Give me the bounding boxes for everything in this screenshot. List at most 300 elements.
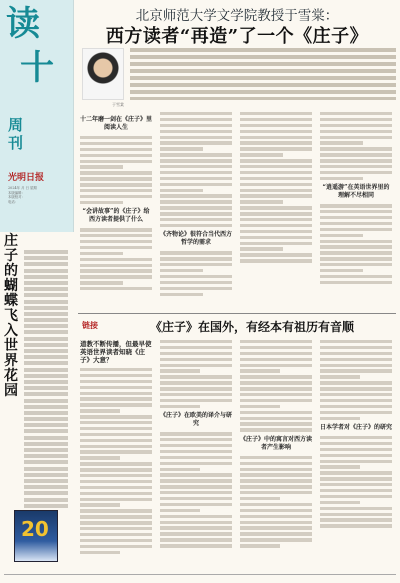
text-line	[24, 380, 68, 384]
side-article	[2, 232, 72, 532]
text-line	[24, 399, 68, 403]
text-line	[80, 165, 123, 168]
book-cover-image	[14, 510, 58, 562]
text-line	[160, 224, 232, 227]
text-line	[320, 364, 392, 367]
masthead-meta	[8, 186, 68, 204]
text-line	[240, 399, 312, 402]
text-line	[240, 130, 312, 133]
text-line	[80, 183, 152, 186]
text-line	[320, 489, 392, 492]
text-line	[80, 521, 152, 524]
text-line	[24, 312, 68, 316]
text-line	[240, 521, 312, 524]
text-line	[320, 448, 392, 451]
text-line	[24, 318, 68, 322]
text-line	[160, 287, 232, 290]
text-line	[24, 423, 68, 427]
text-line	[160, 369, 200, 372]
text-line	[160, 538, 232, 541]
text-line	[320, 240, 392, 243]
text-line	[160, 177, 232, 180]
text-line	[80, 515, 152, 518]
text-line	[80, 386, 152, 389]
text-line	[320, 136, 392, 139]
text-line	[160, 358, 232, 361]
text-line	[240, 473, 312, 476]
text-line	[320, 381, 392, 384]
text-line	[320, 369, 392, 372]
text-line	[240, 526, 312, 529]
text-line	[320, 471, 392, 474]
text-line	[160, 159, 232, 162]
text-line	[24, 324, 68, 328]
text-line	[160, 141, 232, 144]
text-line	[320, 375, 360, 378]
text-line	[160, 462, 232, 465]
section-subhead: 《庄子》在欧美的译介与研究	[160, 412, 233, 428]
text-line	[160, 399, 232, 402]
text-line	[80, 189, 152, 192]
page-footer	[4, 574, 396, 583]
text-line	[240, 224, 312, 227]
text-line	[160, 130, 232, 133]
lower-column	[80, 340, 152, 557]
text-line	[24, 281, 68, 285]
text-line	[130, 76, 396, 80]
text-line	[240, 177, 312, 180]
text-line	[24, 417, 68, 421]
text-line	[160, 269, 203, 272]
portrait-caption: 于雪棠	[112, 102, 124, 107]
text-line	[80, 456, 120, 459]
text-line	[160, 136, 232, 139]
text-line	[80, 148, 152, 151]
text-line	[320, 118, 392, 121]
text-line	[240, 141, 312, 144]
text-line	[240, 253, 312, 256]
text-line	[240, 405, 280, 408]
text-line	[320, 417, 360, 420]
text-line	[80, 177, 152, 180]
text-line	[80, 450, 152, 453]
text-line	[320, 263, 392, 266]
text-line	[80, 480, 152, 483]
text-line	[320, 387, 392, 390]
text-line	[160, 171, 232, 174]
text-line	[24, 275, 68, 279]
text-line	[80, 474, 152, 477]
text-line	[240, 136, 312, 139]
text-line	[240, 381, 312, 384]
text-line	[240, 247, 283, 250]
article-column	[160, 112, 232, 298]
text-line	[320, 358, 392, 361]
text-line	[160, 438, 232, 441]
text-line	[80, 195, 152, 198]
text-line	[160, 393, 232, 396]
text-line	[80, 380, 152, 383]
text-line	[24, 386, 68, 390]
section-name: 周刊	[8, 116, 24, 152]
text-line	[320, 518, 392, 521]
text-line	[160, 212, 232, 215]
text-line	[24, 256, 68, 260]
text-line	[240, 358, 312, 361]
text-line	[80, 462, 152, 465]
text-line	[80, 439, 152, 442]
text-line	[160, 515, 232, 518]
text-line	[24, 485, 68, 489]
text-line	[320, 141, 363, 144]
text-line	[160, 189, 203, 192]
text-line	[24, 355, 68, 359]
text-line	[320, 436, 392, 439]
text-line	[320, 228, 392, 231]
side-article-title: 庄子的蝴蝶飞入世界花园	[4, 233, 18, 399]
logo-char-2: 十	[20, 48, 56, 88]
text-line	[240, 515, 312, 518]
lower-column	[240, 340, 312, 550]
text-line	[160, 450, 232, 453]
text-line	[80, 287, 152, 290]
text-line	[160, 473, 232, 476]
text-line	[80, 545, 152, 548]
text-line	[320, 222, 392, 225]
text-line	[240, 171, 312, 174]
text-line	[130, 62, 396, 66]
text-line	[320, 393, 392, 396]
text-line	[320, 524, 392, 527]
text-line	[320, 269, 363, 272]
text-line	[160, 444, 232, 447]
text-line	[160, 147, 203, 150]
section-subhead: “逍遥游”在英语世界里的理解不尽相同	[322, 184, 390, 200]
text-line	[240, 369, 280, 372]
text-line	[320, 245, 392, 248]
text-line	[80, 264, 152, 267]
text-line	[160, 183, 232, 186]
text-line	[160, 375, 232, 378]
text-line	[80, 281, 123, 284]
text-line	[80, 509, 152, 512]
text-line	[320, 257, 392, 260]
text-line	[240, 422, 312, 425]
text-line	[160, 346, 232, 349]
text-line	[240, 485, 312, 488]
text-line	[80, 421, 152, 424]
text-line	[80, 258, 152, 261]
text-line	[24, 467, 68, 471]
text-line	[80, 234, 152, 237]
text-line	[80, 433, 152, 436]
text-line	[240, 236, 312, 239]
text-line	[24, 337, 68, 341]
text-line	[130, 83, 396, 87]
text-line	[320, 460, 392, 463]
meta-line: 电话：	[8, 199, 19, 204]
text-line	[160, 509, 200, 512]
text-line	[240, 538, 312, 541]
text-line	[160, 263, 232, 266]
text-line	[80, 539, 152, 542]
text-line	[130, 55, 396, 59]
text-line	[24, 429, 68, 433]
text-line	[320, 352, 392, 355]
text-line	[160, 503, 232, 506]
text-line	[80, 498, 152, 501]
paper-logo: 光明日报	[8, 173, 45, 183]
text-line	[80, 533, 152, 536]
text-line	[24, 287, 68, 291]
text-line	[80, 201, 123, 204]
text-line	[24, 405, 68, 409]
text-line	[240, 183, 312, 186]
text-line	[80, 551, 120, 554]
text-line	[320, 495, 392, 498]
text-line	[80, 269, 152, 272]
text-line	[130, 48, 396, 52]
text-line	[24, 343, 68, 347]
text-line	[240, 479, 312, 482]
text-line	[80, 486, 152, 489]
meta-line: 2024年 月 日 星期	[8, 186, 37, 190]
text-line	[130, 90, 396, 94]
text-line	[80, 527, 152, 530]
text-line	[240, 503, 312, 506]
text-line	[320, 159, 392, 162]
text-line	[80, 171, 152, 174]
text-line	[80, 492, 152, 495]
text-line	[80, 136, 152, 139]
text-line	[80, 228, 152, 231]
text-line	[160, 387, 232, 390]
text-line	[80, 503, 120, 506]
text-line	[240, 375, 312, 378]
text-line	[240, 194, 312, 197]
text-line	[80, 275, 152, 278]
text-line	[160, 468, 200, 471]
article-intro	[130, 48, 396, 104]
text-line	[160, 200, 232, 203]
text-line	[320, 204, 392, 207]
side-article-body	[24, 250, 68, 510]
text-line	[80, 415, 152, 418]
text-line	[24, 436, 68, 440]
text-line	[24, 250, 68, 254]
text-line	[240, 124, 312, 127]
text-line	[24, 300, 68, 304]
author-portrait	[82, 48, 124, 100]
text-line	[24, 479, 68, 483]
article-column	[80, 112, 152, 293]
text-line	[240, 242, 312, 245]
text-line	[160, 257, 232, 260]
text-line	[240, 509, 312, 512]
section-subhead: 十二年磨一剑在《庄子》里阅读人生	[80, 116, 153, 131]
text-line	[24, 392, 68, 396]
text-line	[80, 445, 152, 448]
text-line	[80, 392, 152, 395]
text-line	[24, 306, 68, 310]
text-line	[24, 349, 68, 353]
text-line	[24, 293, 68, 297]
text-line	[24, 460, 68, 464]
book-cover-number: 20	[21, 517, 49, 541]
section-divider	[78, 313, 396, 314]
text-line	[160, 352, 232, 355]
text-line	[24, 473, 68, 477]
text-line	[320, 210, 392, 213]
text-line	[320, 454, 392, 457]
article-headline: 西方读者“再造”了一个《庄子》	[105, 26, 369, 47]
text-line	[240, 112, 312, 115]
section-subhead: 《庄子》中的寓言对西方读者产生影响	[240, 435, 313, 451]
text-line	[80, 246, 152, 249]
text-line	[320, 216, 392, 219]
text-line	[160, 497, 232, 500]
text-line	[320, 442, 392, 445]
lower-left-title: 道教不断传播，但最早使英语世界读者知晓《庄子》大意？	[80, 340, 152, 364]
text-line	[320, 477, 392, 480]
article-column	[320, 112, 392, 287]
text-line	[320, 405, 392, 408]
text-line	[240, 497, 280, 500]
text-line	[80, 374, 152, 377]
text-line	[160, 275, 232, 278]
text-line	[240, 411, 312, 414]
text-line	[240, 153, 283, 156]
text-line	[160, 456, 232, 459]
text-line	[240, 340, 312, 343]
text-line	[320, 346, 392, 349]
text-line	[240, 364, 312, 367]
text-line	[130, 97, 396, 101]
section-subhead: “会讲故事”的《庄子》给西方读者提供了什么	[82, 208, 150, 224]
text-line	[24, 330, 68, 334]
text-line	[24, 448, 68, 452]
text-line	[320, 124, 392, 127]
text-line	[320, 275, 392, 278]
text-line	[320, 234, 363, 237]
text-line	[240, 206, 312, 209]
text-line	[320, 112, 392, 115]
text-line	[240, 147, 312, 150]
text-line	[80, 240, 152, 243]
text-line	[80, 427, 152, 430]
text-line	[24, 504, 68, 508]
meta-line: 本版校对：	[8, 195, 25, 200]
text-line	[320, 340, 392, 343]
text-line	[160, 124, 232, 127]
text-line	[320, 251, 392, 254]
text-line	[240, 462, 312, 465]
text-line	[160, 165, 232, 168]
text-line	[80, 397, 152, 400]
text-line	[160, 112, 232, 115]
text-line	[160, 381, 232, 384]
text-line	[24, 361, 68, 365]
text-line	[160, 153, 232, 156]
text-line	[130, 69, 396, 73]
text-line	[320, 153, 392, 156]
text-line	[24, 411, 68, 415]
text-line	[240, 230, 312, 233]
text-line	[240, 393, 312, 396]
text-line	[320, 147, 392, 150]
lower-column	[160, 340, 232, 550]
text-line	[240, 456, 312, 459]
text-line	[160, 405, 200, 408]
text-line	[80, 468, 152, 471]
text-line	[80, 142, 152, 145]
text-line	[160, 293, 203, 296]
text-line	[240, 165, 312, 168]
text-line	[160, 281, 232, 284]
text-line	[160, 526, 232, 529]
text-line	[160, 521, 232, 524]
text-line	[160, 251, 232, 254]
text-line	[24, 269, 68, 273]
text-line	[24, 374, 68, 378]
text-line	[240, 491, 312, 494]
text-line	[24, 454, 68, 458]
text-line	[320, 513, 392, 516]
text-line	[320, 177, 363, 180]
text-line	[240, 212, 312, 215]
text-line	[80, 154, 152, 157]
text-line	[320, 501, 360, 504]
text-line	[24, 368, 68, 372]
text-line	[160, 432, 232, 435]
meta-line: 本版编辑：	[8, 190, 25, 195]
text-line	[160, 479, 232, 482]
text-line	[240, 259, 312, 262]
text-line	[160, 340, 232, 343]
text-line	[240, 468, 312, 471]
text-line	[320, 165, 392, 168]
text-line	[160, 194, 232, 197]
logo-char-1: 读	[6, 4, 42, 44]
text-line	[80, 160, 152, 163]
text-line	[320, 507, 392, 510]
text-line	[240, 417, 312, 420]
lower-headline: 《庄子》在国外，有经本有祖历有音顺	[150, 320, 355, 334]
text-line	[240, 387, 312, 390]
article-column	[240, 112, 312, 265]
text-line	[320, 465, 360, 468]
text-line	[160, 206, 232, 209]
text-line	[160, 218, 232, 221]
lower-column	[320, 340, 392, 530]
section-logo	[6, 6, 56, 86]
masthead	[0, 0, 74, 232]
text-line	[80, 403, 152, 406]
section-subhead: 《齐物论》很符合当代西方哲学的需求	[160, 231, 233, 247]
text-line	[240, 189, 312, 192]
text-line	[160, 491, 232, 494]
text-line	[24, 442, 68, 446]
link-tag: 链接	[82, 320, 98, 330]
text-line	[160, 532, 232, 535]
text-line	[24, 491, 68, 495]
text-line	[160, 364, 232, 367]
text-line	[320, 281, 392, 284]
text-line	[320, 399, 392, 402]
text-line	[240, 346, 312, 349]
text-line	[320, 130, 392, 133]
text-line	[240, 159, 312, 162]
